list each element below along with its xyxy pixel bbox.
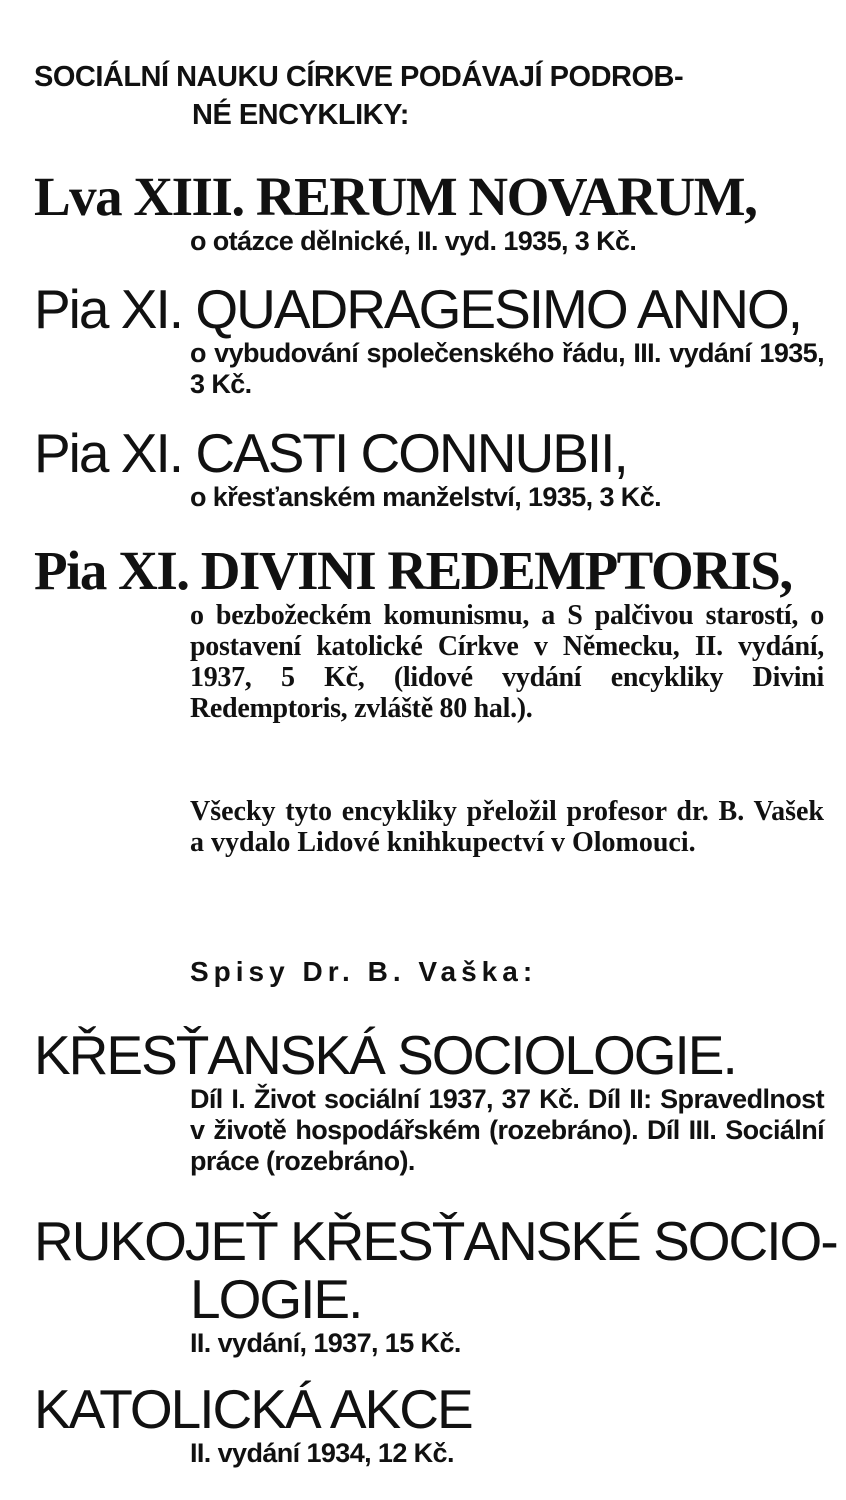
work-details: II. vydání, 1937, 15 Kč. bbox=[190, 1328, 461, 1358]
encyclical-entry bbox=[34, 168, 824, 257]
encyclical-details: o bezbožeckém komunismu, a S palčivou starostí, o postavení katolické Církve v Německu, II. vydání, 1937, 5 Kč, (lidové vydání encykliky Divini Redemptoris, zvláště 80 hal.). bbox=[190, 600, 824, 724]
work-entry bbox=[34, 1026, 824, 1177]
work-title: KŘESŤANSKÁ SOCIOLOGIE. bbox=[34, 1024, 736, 1086]
encyclical-entry bbox=[34, 424, 824, 513]
encyclical-author: Lva XIII. bbox=[34, 166, 244, 227]
encyclical-heading bbox=[34, 168, 824, 226]
works-heading: Spisy Dr. B. Vaška: bbox=[190, 956, 538, 987]
encyclical-author: Pia XI. bbox=[34, 422, 183, 484]
encyclical-details: o vybudování společenského řádu, III. vydání 1935, 3 Kč. bbox=[190, 338, 824, 399]
encyclical-author: Pia XI. bbox=[34, 540, 189, 601]
encyclical-title: QUADRAGESIMO ANNO, bbox=[195, 278, 802, 340]
encyclical-entry bbox=[34, 542, 824, 724]
encyclical-author: Pia XI. bbox=[34, 278, 183, 340]
encyclical-title: RERUM NOVARUM, bbox=[255, 166, 757, 227]
translation-note: Všecky tyto encykliky přeložil profesor dr. B. Vašek a vydalo Lidové knihkupectví v Olomouci. bbox=[190, 796, 824, 858]
intro-line-1: SOCIÁLNÍ NAUKU CÍRKVE PODÁVAJÍ PODROB- bbox=[34, 61, 684, 93]
encyclical-details: o křesťanském manželství, 1935, 3 Kč. bbox=[190, 482, 662, 512]
work-details: Díl I. Život sociální 1937, 37 Kč. Díl II: Spravedlnost v životě hospodářském (rozebráno). Díl III. Sociální práce (rozebráno). bbox=[190, 1084, 824, 1176]
intro-text bbox=[34, 58, 824, 134]
work-title: KATOLICKÁ AKCE bbox=[34, 1378, 472, 1440]
work-title-line-2: LOGIE. bbox=[190, 1268, 362, 1330]
encyclical-details: o otázce dělnické, II. vyd. 1935, 3 Kč. bbox=[190, 226, 637, 256]
encyclical-title: DIVINI REDEMPTORIS, bbox=[200, 540, 792, 601]
encyclical-entry bbox=[34, 280, 824, 400]
work-entry bbox=[34, 1380, 824, 1469]
work-entry bbox=[34, 1210, 837, 1359]
encyclical-heading bbox=[34, 280, 824, 338]
encyclical-heading bbox=[34, 542, 824, 600]
work-title-line-1: RUKOJEŤ KŘESŤANSKÉ SOCIO- bbox=[34, 1210, 837, 1272]
work-details: II. vydání 1934, 12 Kč. bbox=[190, 1438, 454, 1468]
encyclical-title: CASTI CONNUBII, bbox=[195, 422, 627, 484]
encyclical-heading bbox=[34, 424, 824, 482]
work-title bbox=[34, 1210, 837, 1330]
intro-line-2: NÉ ENCYKLIKY: bbox=[192, 99, 409, 131]
